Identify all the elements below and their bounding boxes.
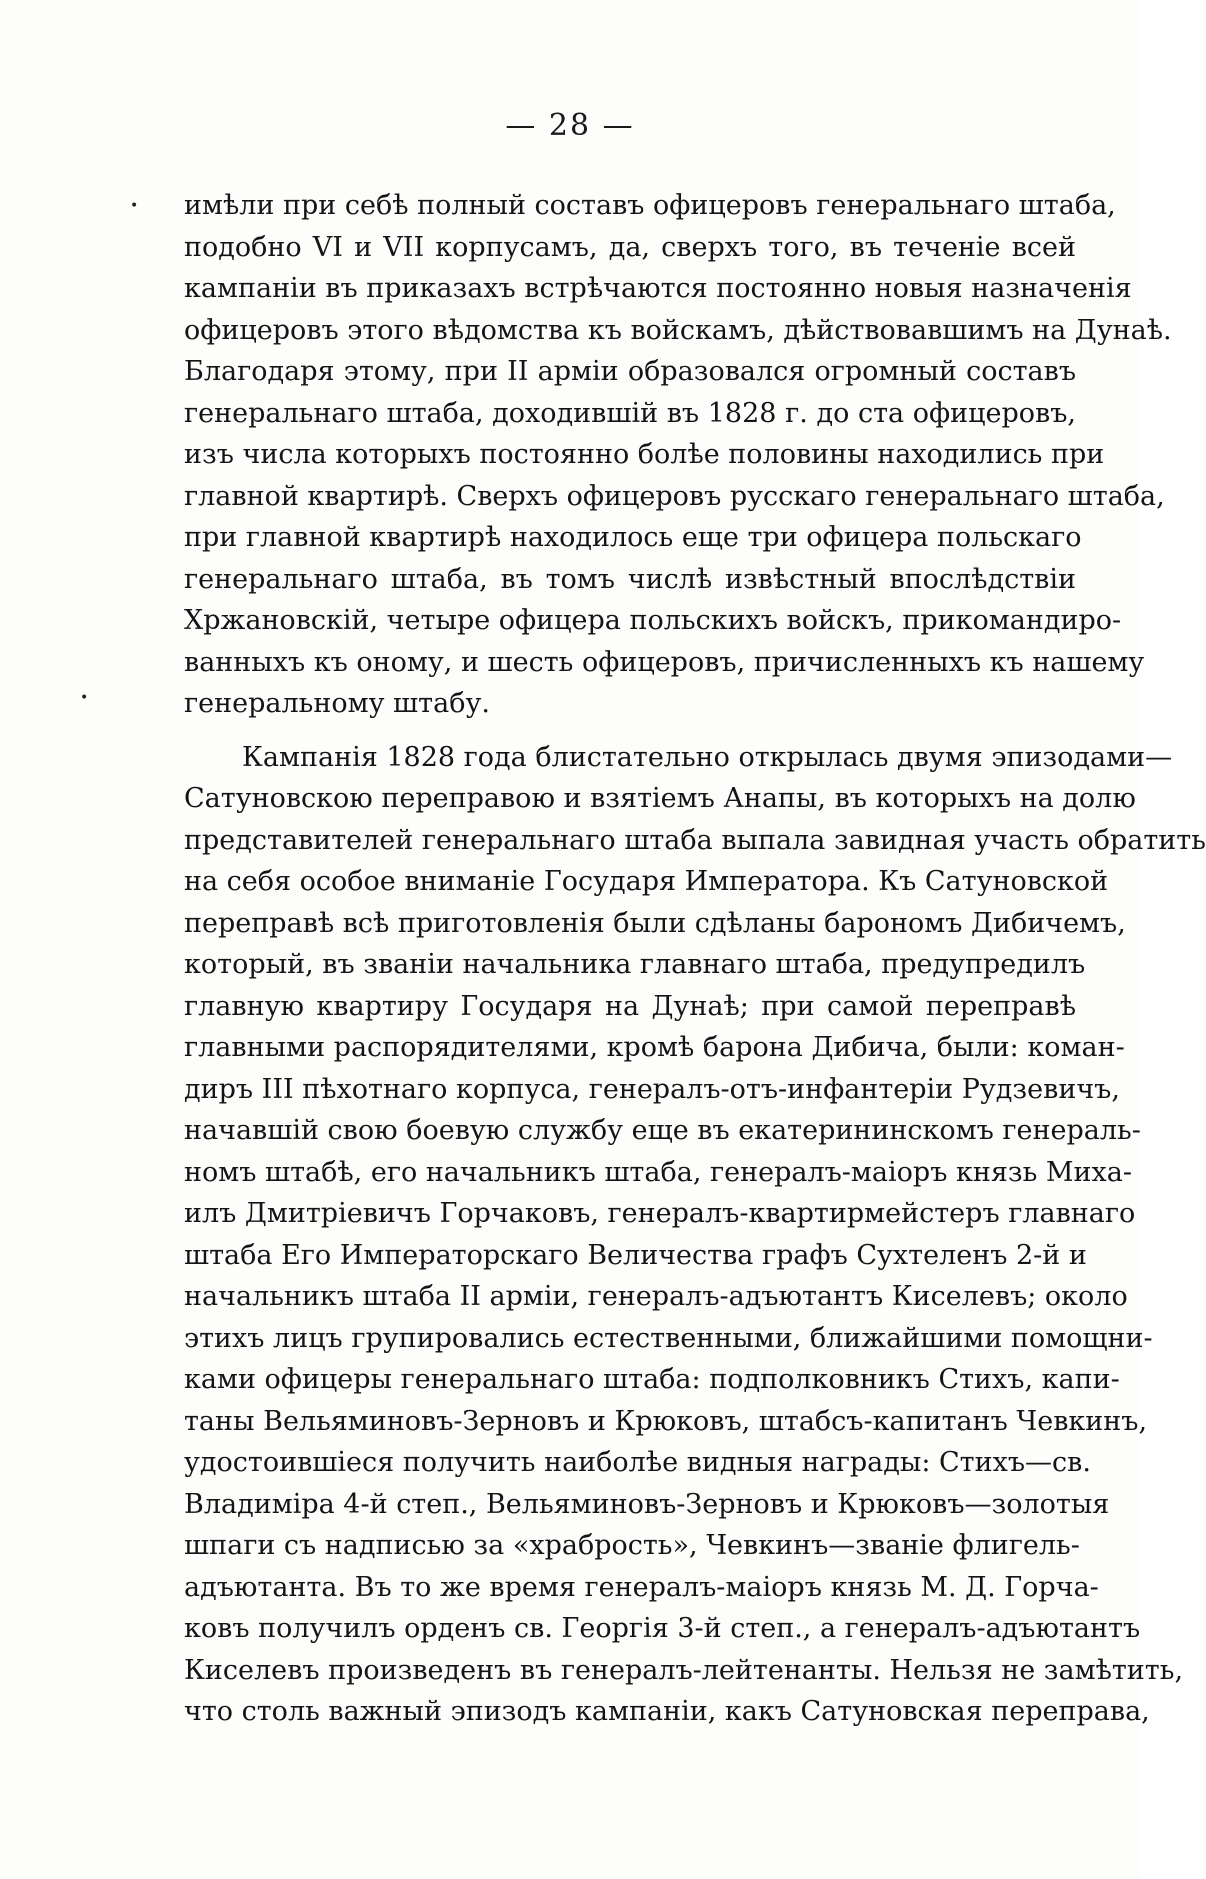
text-line: таны Вельяминовъ-Зерновъ и Крюковъ, штабсъ-капитанъ Чевкинъ, bbox=[184, 1405, 1148, 1437]
stray-mark-dot: • bbox=[80, 690, 89, 706]
text-line: Киселевъ произведенъ въ генералъ-лейтенанты. Нельзя не замѣтить, bbox=[184, 1654, 1184, 1686]
text-line: главной квартирѣ. Сверхъ офицеровъ русскаго генеральнаго штаба, bbox=[184, 480, 1165, 512]
text-line: диръ III пѣхотнаго корпуса, генералъ-отъ-инфантеріи Рудзевичъ, bbox=[184, 1073, 1120, 1105]
text-line: ковъ получилъ орденъ св. Георгія 3-й степ., а генералъ-адъютантъ bbox=[184, 1613, 1141, 1644]
paragraph-2 bbox=[184, 737, 1206, 1733]
text-line: генеральному штабу. bbox=[184, 688, 490, 719]
text-line: начальникъ штаба II арміи, генералъ-адъютантъ Киселевъ; около bbox=[184, 1281, 1128, 1312]
body-text bbox=[184, 185, 1206, 1733]
page-number: — 28 — bbox=[505, 108, 635, 143]
text-line: кампаніи въ приказахъ встрѣчаются постоянно новыя назначенія bbox=[184, 273, 1132, 304]
text-line: шпаги съ надписью за «храбрость», Чевкинъ—званіе флигель- bbox=[184, 1530, 1080, 1561]
text-line: изъ числа которыхъ постоянно болѣе половины находились при bbox=[184, 439, 1105, 470]
text-line: этихъ лицъ групировались естественными, ближайшими помощни- bbox=[184, 1322, 1153, 1354]
text-line: подобно VI и VII корпусамъ, да, сверхъ того, въ теченіе всей bbox=[184, 231, 1076, 263]
text-line: штаба Его Императорскаго Величества графъ Сухтеленъ 2-й и bbox=[184, 1239, 1087, 1271]
text-line: ванныхъ къ оному, и шесть офицеровъ, причисленныхъ къ нашему bbox=[184, 646, 1145, 678]
text-line: главными распорядителями, кромѣ барона Дибича, были: коман- bbox=[184, 1032, 1125, 1063]
text-line: удостоившіеся получить наиболѣе видныя награды: Стихъ—св. bbox=[184, 1447, 1091, 1478]
text-line: Хржановскій, четыре офицера польскихъ войскъ, прикомандиро- bbox=[184, 605, 1122, 636]
text-line: Владиміра 4-й степ., Вельяминовъ-Зерновъ и Крюковъ—золотыя bbox=[184, 1488, 1110, 1520]
text-line: офицеровъ этого вѣдомства къ войскамъ, дѣйствовавшимъ на Дунаѣ. bbox=[184, 314, 1172, 346]
text-line: что столь важный эпизодъ кампаніи, какъ Сатуновская переправа, bbox=[184, 1696, 1150, 1727]
text-line: генеральнаго штаба, доходившій въ 1828 г. до ста офицеровъ, bbox=[184, 397, 1076, 429]
text-line: ками офицеры генеральнаго штаба: подполковникъ Стихъ, капи- bbox=[184, 1364, 1120, 1395]
text-line: адъютанта. Въ то же время генералъ-маіоръ князь М. Д. Горча- bbox=[184, 1571, 1099, 1603]
paragraph-1 bbox=[184, 185, 1172, 725]
text-line: который, въ званіи начальника главнаго штаба, предупредилъ bbox=[184, 949, 1086, 980]
text-line: начавшій свою боевую службу еще въ екатерининскомъ генераль- bbox=[184, 1115, 1141, 1146]
text-line: номъ штабѣ, его начальникъ штаба, генералъ-маіоръ князь Миха- bbox=[184, 1156, 1132, 1188]
text-line: переправѣ всѣ приготовленія были сдѣланы барономъ Дибичемъ, bbox=[184, 907, 1126, 939]
text-line: илъ Дмитріевичъ Горчаковъ, генералъ-квартирмейстеръ главнаго bbox=[184, 1198, 1136, 1229]
text-line: при главной квартирѣ находилось еще три офицера польскаго bbox=[184, 522, 1082, 553]
stray-mark-dot: • bbox=[130, 198, 139, 214]
text-line: главную квартиру Государя на Дунаѣ; при самой переправѣ bbox=[184, 990, 1076, 1022]
text-line: имѣли при себѣ полный составъ офицеровъ генеральнаго штаба, bbox=[184, 190, 1116, 221]
text-line: генеральнаго штаба, въ томъ числѣ извѣстный впослѣдствіи bbox=[184, 563, 1076, 595]
text-line: на себя особое вниманіе Государя Императора. Къ Сатуновской bbox=[184, 866, 1109, 897]
text-line: Благодаря этому, при II арміи образовался огромный составъ bbox=[184, 356, 1076, 387]
text-line: представителей генеральнаго штаба выпала завидная участь обратить bbox=[184, 824, 1206, 856]
paragraph-gap bbox=[184, 725, 1076, 737]
text-line: Сатуновскою переправою и взятіемъ Анапы, въ которыхъ на долю bbox=[184, 783, 1136, 814]
text-line: Кампанія 1828 года блистательно открылась двумя эпизодами— bbox=[242, 741, 1173, 773]
